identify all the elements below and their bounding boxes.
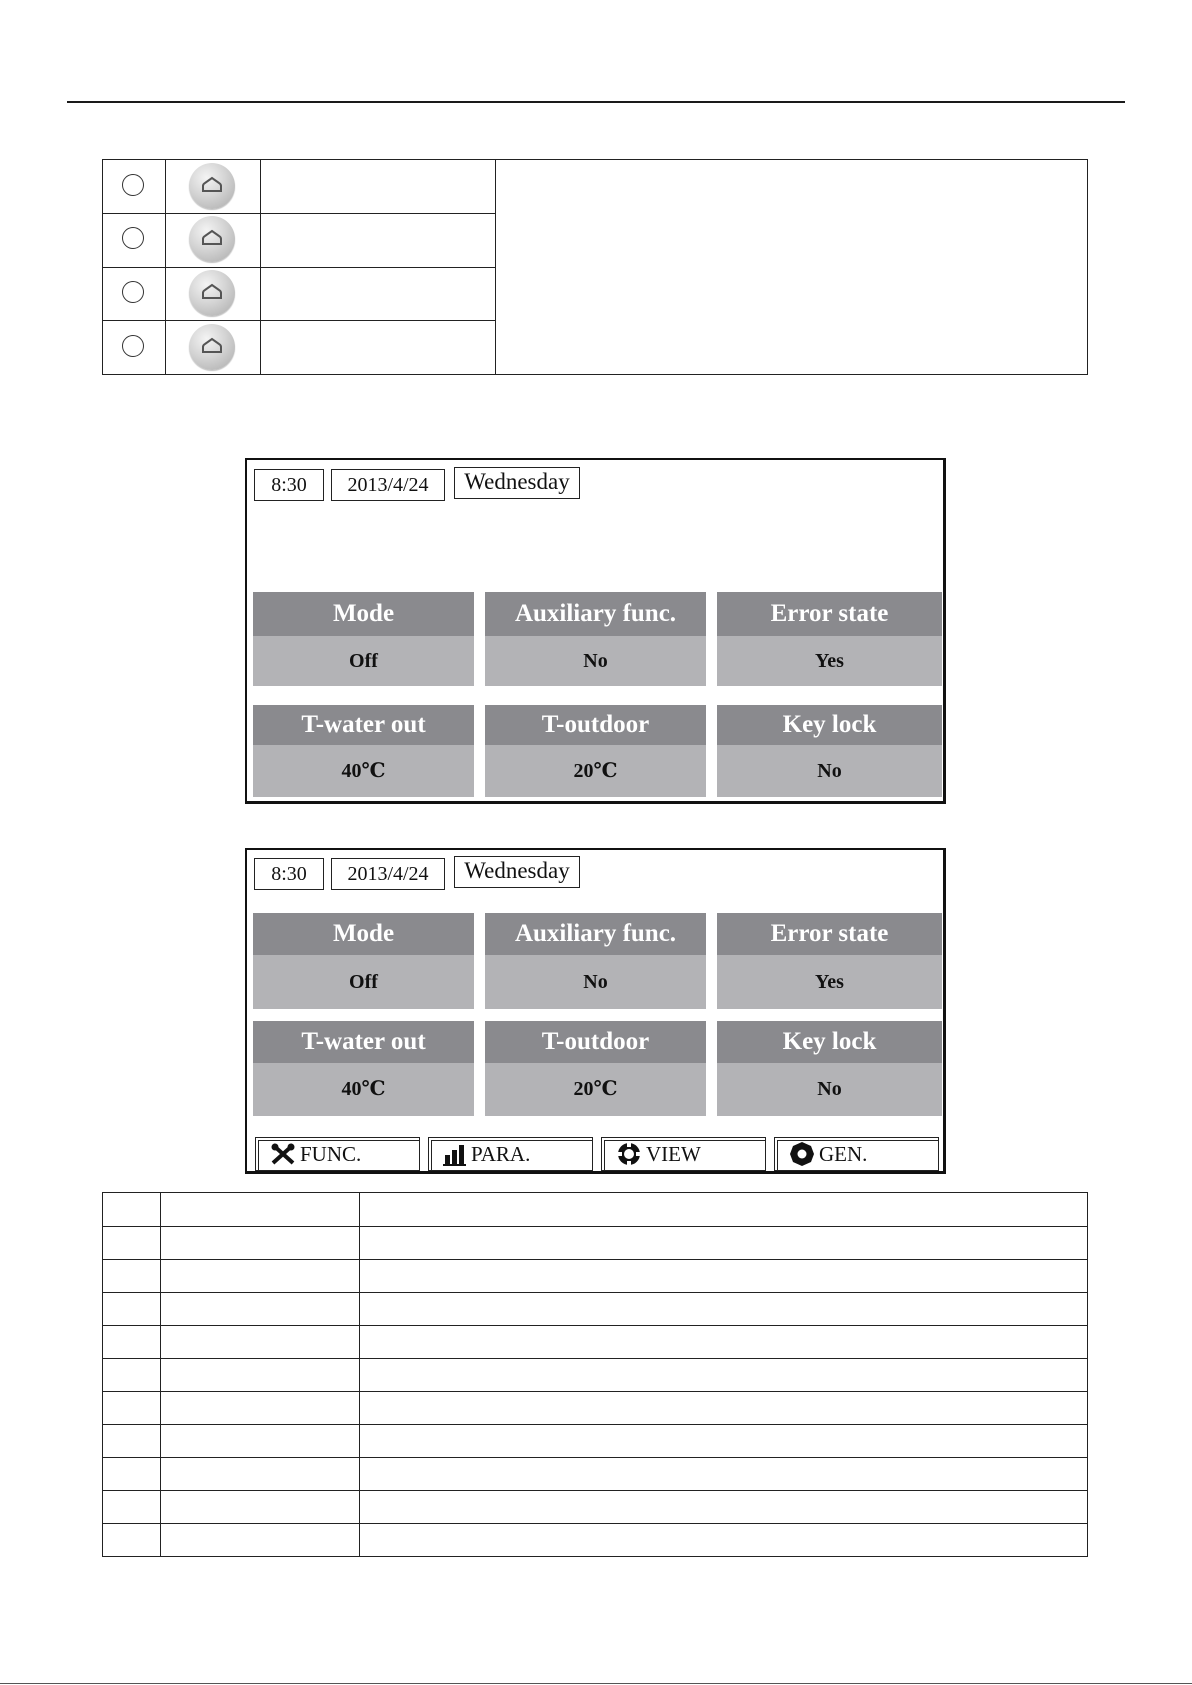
tile-label: T-outdoor [485,1021,706,1063]
key-icon [200,176,224,194]
status-tile-auxiliary[interactable] [485,592,706,686]
keys-table [102,159,1088,375]
index-circle [122,335,144,357]
table-row-divider [103,1490,1087,1491]
index-circle [122,281,144,303]
tile-value: Off [253,636,474,686]
tile-label: Mode [253,592,474,636]
lifebuoy-icon [616,1141,642,1167]
time-display: 8:30 [254,858,324,890]
tile-label: Error state [717,913,942,955]
date-display: 2013/4/24 [331,469,445,501]
tile-label: Mode [253,913,474,955]
table-row-divider [103,1292,1087,1293]
tile-value: Yes [717,636,942,686]
status-tile-mode[interactable] [253,592,474,686]
wrench-cross-icon [270,1142,296,1166]
index-circle [122,174,144,196]
softkey-gen[interactable] [774,1137,939,1171]
tile-value: 20℃ [485,745,706,797]
table-row-divider [103,1259,1087,1260]
tile-label: T-water out [253,1021,474,1063]
tile-value: Off [253,955,474,1009]
tile-value: 40℃ [253,745,474,797]
softkey-func[interactable] [255,1137,420,1171]
table-row-divider [103,1523,1087,1524]
tile-label: T-outdoor [485,705,706,745]
status-tile-key-lock[interactable] [717,705,942,797]
time-display: 8:30 [254,469,324,501]
status-tile-error-state[interactable] [717,592,942,686]
bar-chart-icon [443,1142,467,1166]
tile-label: Auxiliary func. [485,592,706,636]
keys-table-divider [495,160,496,374]
weekday-display: Wednesday [454,856,580,888]
description-table [102,1192,1088,1557]
table-row-divider [103,1424,1087,1425]
key-icon [200,337,224,355]
controller-screen-menu [245,848,946,1174]
keys-table-row-divider [103,213,495,214]
tile-value: Yes [717,955,942,1009]
table-column-divider [160,1193,161,1556]
date-display: 2013/4/24 [331,858,445,890]
header-rule [67,101,1125,103]
softkey-view[interactable] [601,1137,766,1171]
weekday-display: Wednesday [454,467,580,499]
status-tile-outdoor[interactable] [485,705,706,797]
tile-label: Auxiliary func. [485,913,706,955]
gear-icon [789,1141,815,1167]
key-icon [200,283,224,301]
table-row-divider [103,1325,1087,1326]
key-button[interactable] [189,324,235,370]
key-icon [200,229,224,247]
softkey-label: VIEW [646,1142,701,1166]
status-tile-water-out[interactable] [253,1021,474,1116]
tile-label: T-water out [253,705,474,745]
controller-screen-main [245,458,946,804]
softkey-label: GEN. [819,1142,868,1166]
tile-value: No [717,1063,942,1116]
keys-table-row-divider [103,267,495,268]
table-row-divider [103,1457,1087,1458]
footer-rule [0,1683,1192,1684]
tile-value: 40℃ [253,1063,474,1116]
tile-label: Key lock [717,1021,942,1063]
tile-value: No [717,745,942,797]
status-tile-outdoor[interactable] [485,1021,706,1116]
table-row-divider [103,1226,1087,1227]
status-tile-key-lock[interactable] [717,1021,942,1116]
status-tile-mode[interactable] [253,913,474,1009]
index-circle [122,227,144,249]
softkey-para[interactable] [428,1137,593,1171]
table-row-divider [103,1358,1087,1359]
tile-value: No [485,636,706,686]
table-row-divider [103,1391,1087,1392]
table-column-divider [359,1193,360,1556]
key-button[interactable] [189,270,235,316]
key-button[interactable] [189,163,235,209]
status-tile-error-state[interactable] [717,913,942,1009]
status-tile-auxiliary[interactable] [485,913,706,1009]
tile-value: 20℃ [485,1063,706,1116]
tile-label: Key lock [717,705,942,745]
softkey-label: PARA. [471,1142,531,1166]
softkey-label: FUNC. [300,1142,362,1166]
keys-table-row-divider [103,320,495,321]
key-button[interactable] [189,216,235,262]
tile-value: No [485,955,706,1009]
tile-label: Error state [717,592,942,636]
status-tile-water-out[interactable] [253,705,474,797]
